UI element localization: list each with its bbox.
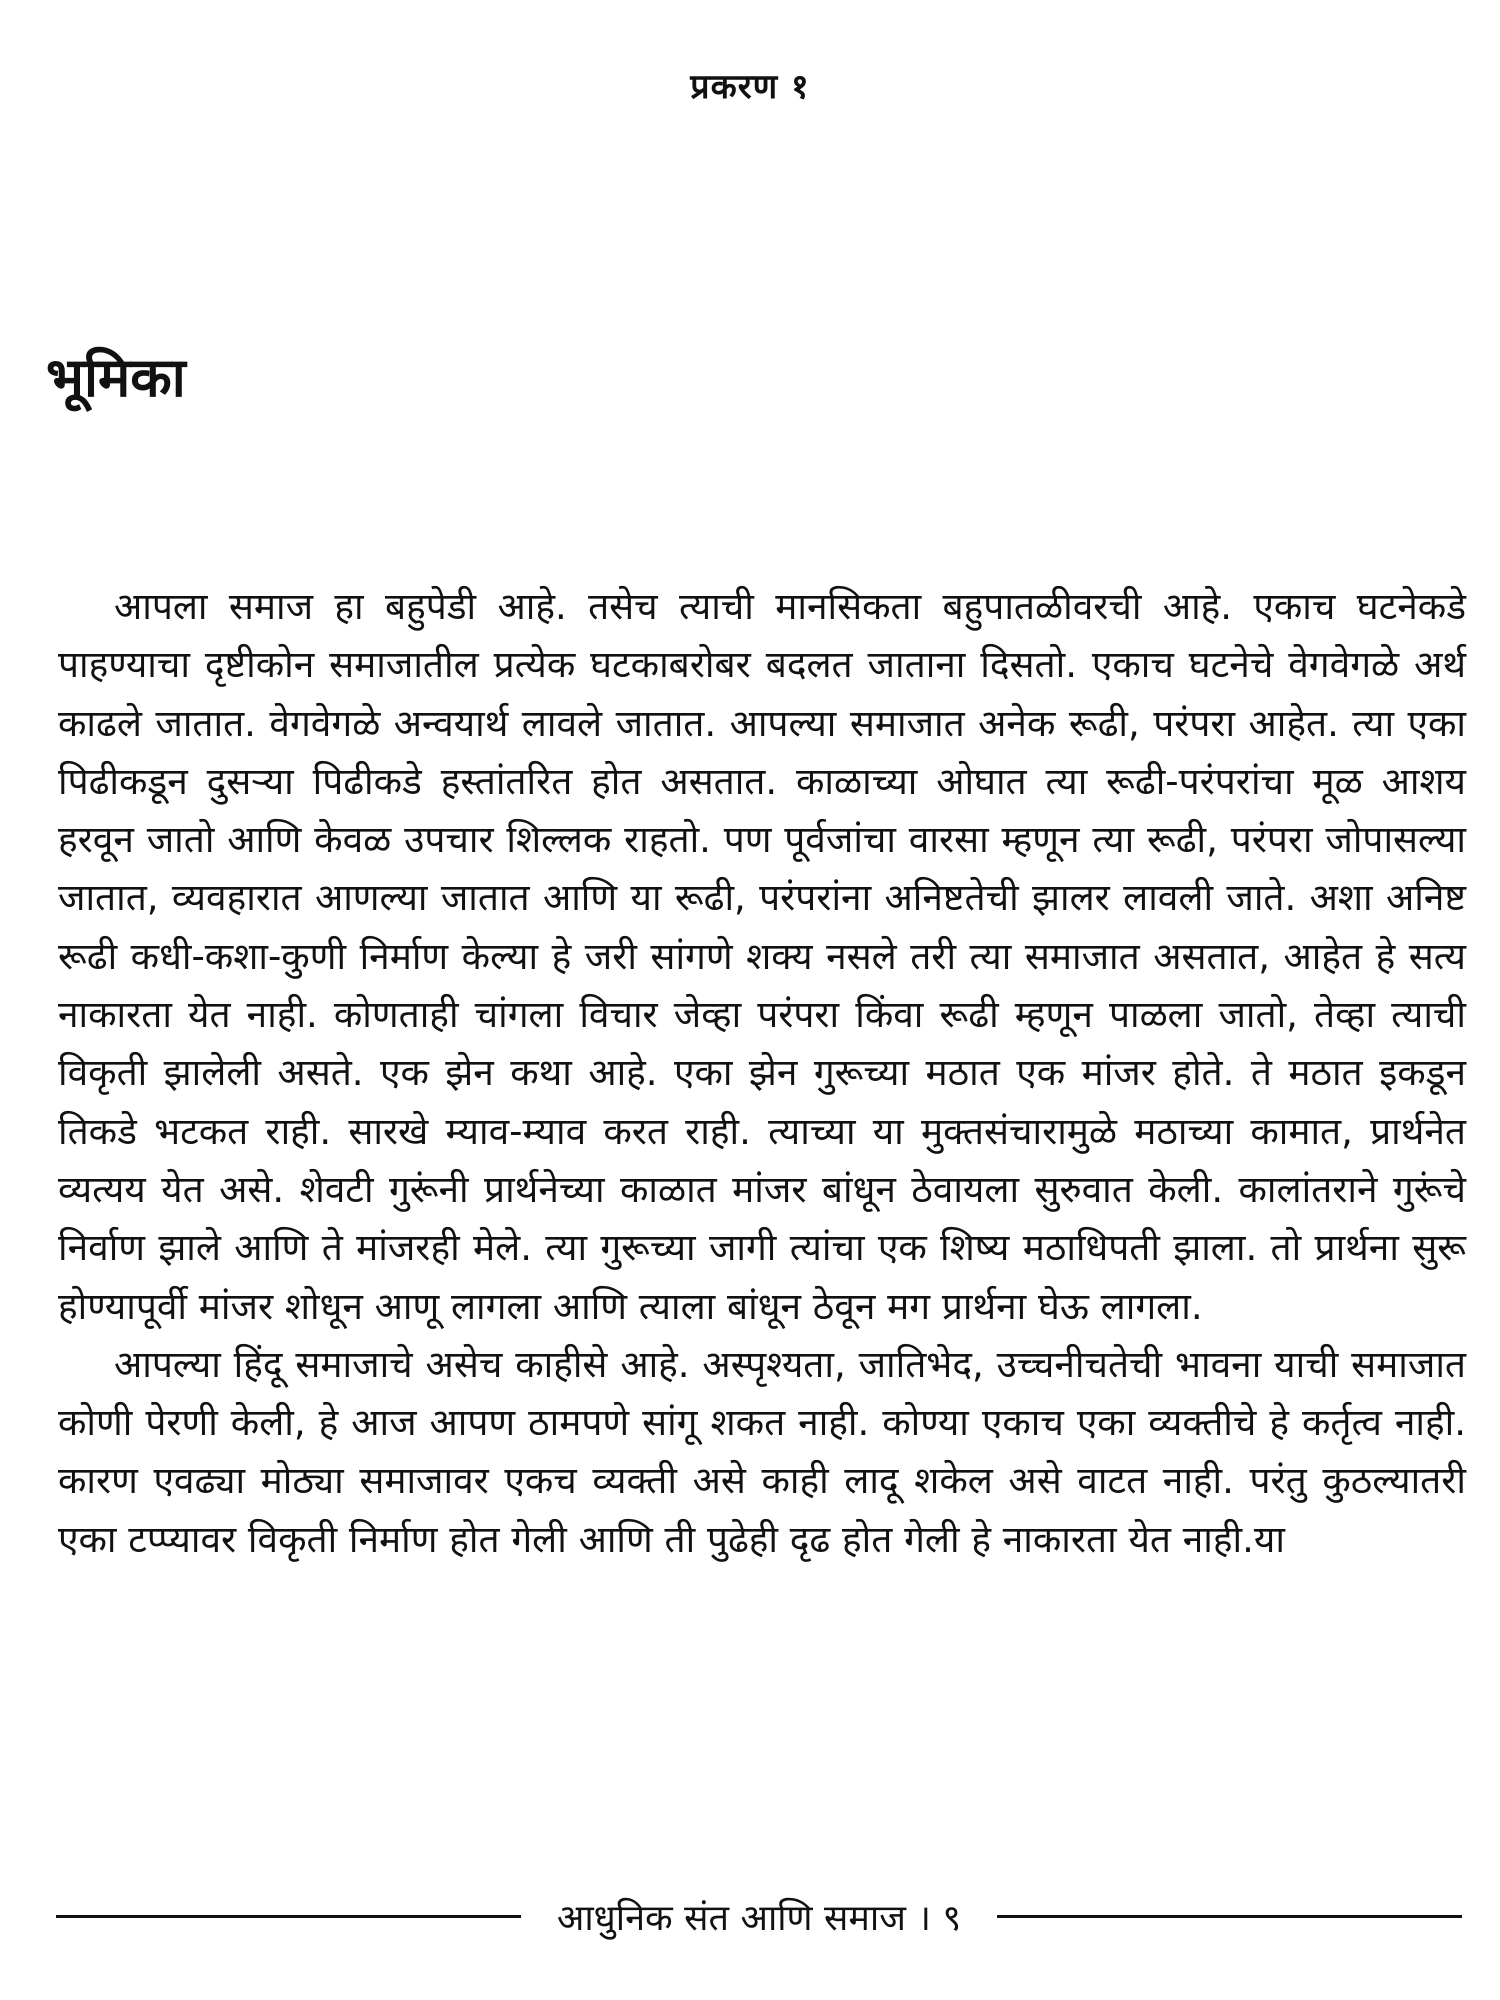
footer-rule-right bbox=[997, 1915, 1462, 1918]
paragraph-2: आपल्या हिंदू समाजाचे असेच काहीसे आहे. अस्पृश्यता, जातिभेद, उच्चनीचतेची भावना याची समाजात कोणी पेरणी केली, हे आज आपण ठामपणे सांगू शकत नाही. कोण्या एकाच एका व्यक्तीचे हे कर्तृत्व नाही. कारण एवढ्या मोठ्या समाजावर एकच व्यक्ती असे काही लादू शकेल असे वाटत नाही. परंतु कुठल्यातरी एका टप्प्यावर विकृती निर्माण होत गेली आणि ती पुढेही दृढ होत गेली हे नाकारता येत नाही.या bbox=[58, 1342, 1466, 1561]
chapter-label: प्रकरण १ bbox=[690, 67, 810, 107]
section-title: भूमिका bbox=[46, 346, 186, 409]
footer-text: आधुनिक संत आणि समाज । ९ bbox=[556, 1897, 962, 1939]
page-footer bbox=[56, 1892, 1462, 1940]
footer-rule-left bbox=[56, 1915, 521, 1918]
body-text bbox=[58, 578, 1466, 1569]
paragraph-1: आपला समाज हा बहुपेडी आहे. तसेच त्याची मानसिकता बहुपातळीवरची आहे. एकाच घटनेकडे पाहण्याचा दृष्टीकोन समाजातील प्रत्येक घटकाबरोबर बदलत जाताना दिसतो. एकाच घटनेचे वेगवेगळे अर्थ काढले जातात. वेगवेगळे अन्वयार्थ लावले जातात. आपल्या समाजात अनेक रूढी, परंपरा आहेत. त्या एका पिढीकडून दुसऱ्या पिढीकडे हस्तांतरित होत असतात. काळाच्या ओघात त्या रूढी-परंपरांचा मूळ आशय हरवून जातो आणि केवळ उपचार शिल्लक राहतो. पण पूर्वजांचा वारसा म्हणून त्या रूढी, परंपरा जोपासल्या जातात, व्यवहारात आणल्या जातात आणि या रूढी, परंपरांना अनिष्टतेची झालर लावली जाते. अशा अनिष्ट रूढी कधी-कशा-कुणी निर्माण केल्या हे जरी सांगणे शक्य नसले तरी त्या समाजात असतात, आहेत हे सत्य नाकारता येत नाही. कोणताही चांगला विचार जेव्हा परंपरा किंवा रूढी म्हणून पाळला जातो, तेव्हा त्याची विकृती झालेली असते. एक झेन कथा आहे. एका झेन गुरूच्या मठात एक मांजर होते. ते मठात इकडून तिकडे भटकत राही. सारखे म्याव-म्याव करत राही. त्याच्या या मुक्तसंचारामुळे मठाच्या कामात, प्रार्थनेत व्यत्यय येत असे. शेवटी गुरूंनी प्रार्थनेच्या काळात मांजर बांधून ठेवायला सुरुवात केली. कालांतराने गुरूंचे निर्वाण झाले आणि ते मांजरही मेले. त्या गुरूच्या जागी त्यांचा एक शिष्य मठाधिपती झाला. तो प्रार्थना सुरू होण्यापूर्वी मांजर शोधून आणू लागला आणि त्याला बांधून ठेवून मग प्रार्थना घेऊ लागला. bbox=[58, 585, 1466, 1328]
